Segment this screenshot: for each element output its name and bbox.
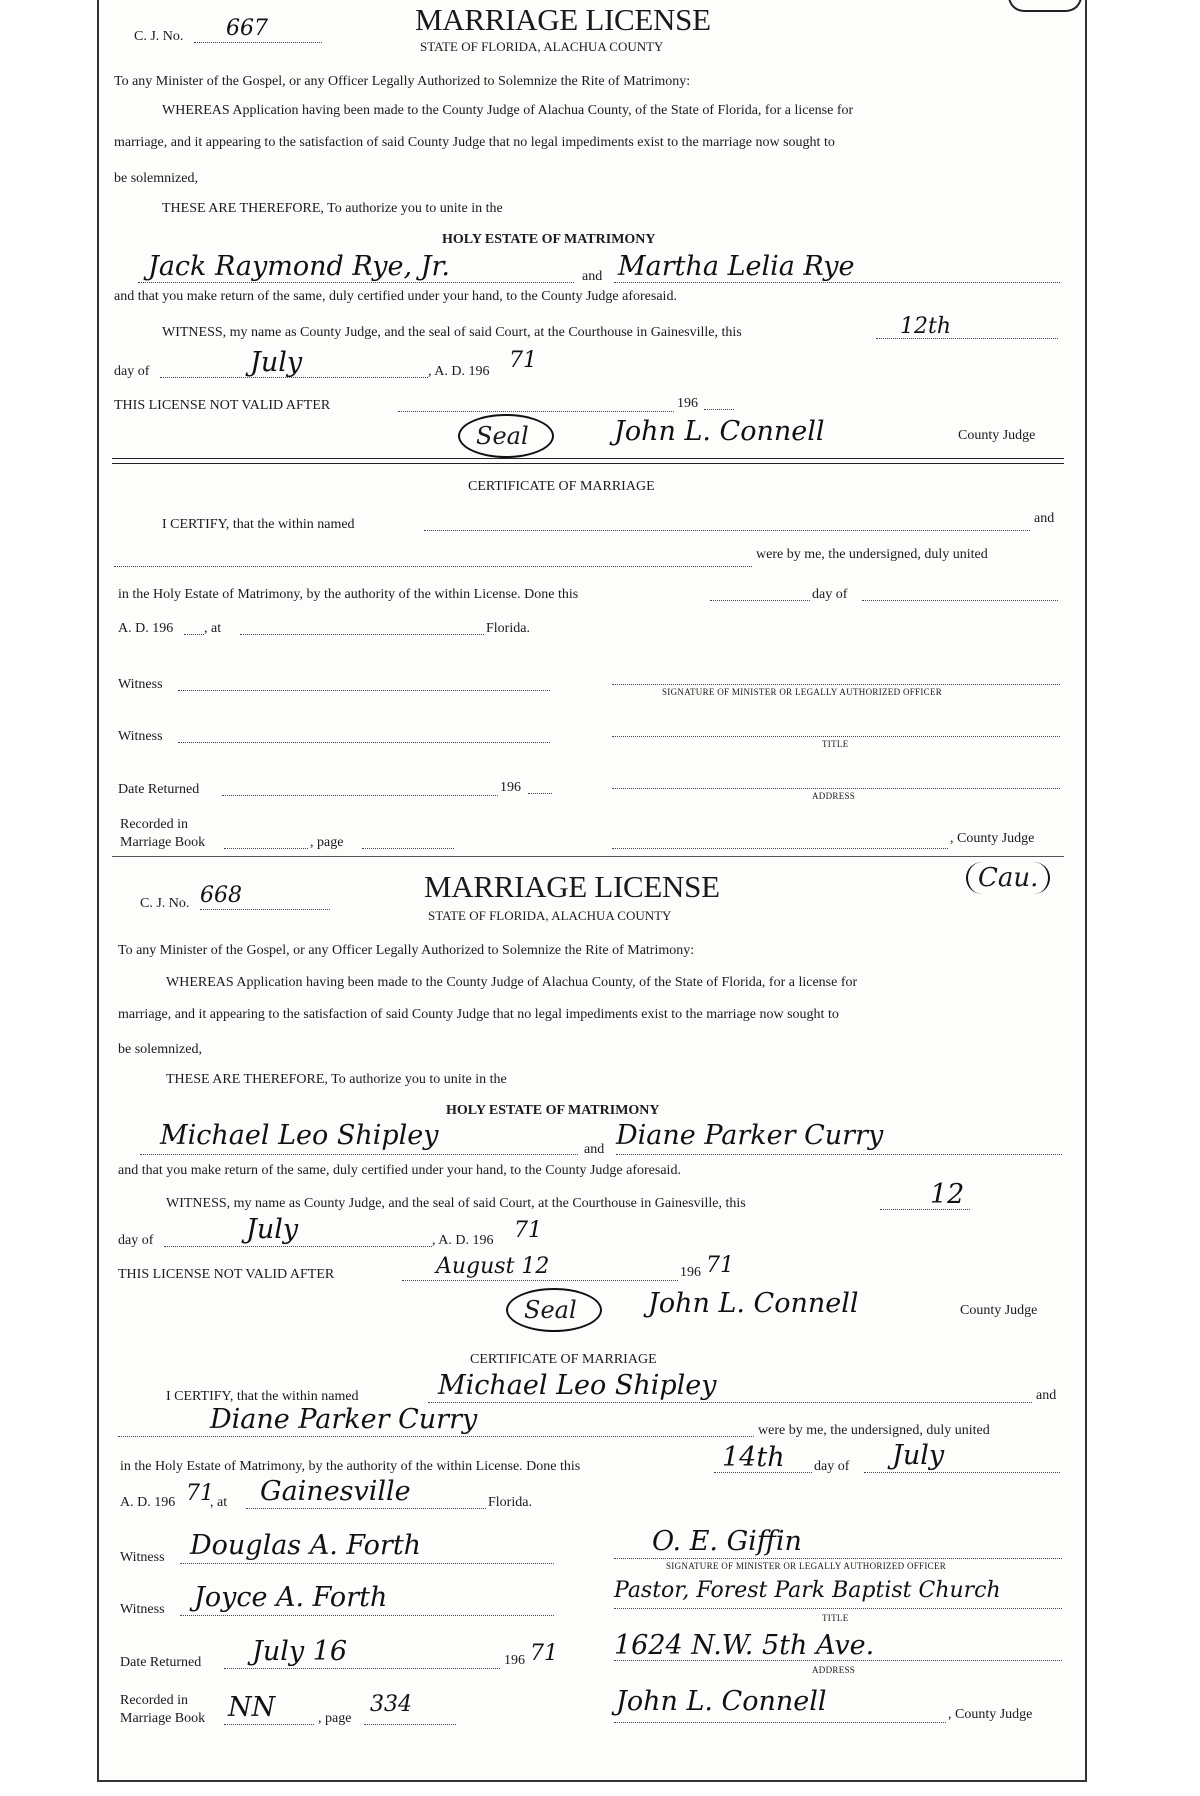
form-divider: [112, 856, 1064, 857]
page-label: , page: [318, 1711, 352, 1726]
certify-groom-line: [424, 530, 1030, 531]
county-judge-label: County Judge: [958, 428, 1036, 443]
holy-estate-line: in the Holy Estate of Matrimony, by the authority of the within License. Done this: [118, 587, 579, 602]
place-line: [246, 1508, 486, 1509]
page-label: , page: [310, 835, 344, 850]
date-returned: July 16: [252, 1636, 348, 1667]
recorder-line: [612, 848, 948, 849]
and-label: and: [582, 269, 603, 284]
cj-label: C. J. No.: [134, 29, 184, 44]
certify-label: I CERTIFY, that the within named: [166, 1389, 359, 1404]
at-label: , at: [210, 1495, 228, 1510]
address-line-blank: [612, 788, 1060, 789]
recorded-in-label: Recorded in: [120, 1693, 189, 1708]
marriage-book-line: [224, 848, 308, 849]
license-subtitle: STATE OF FLORIDA, ALACHUA COUNTY: [420, 39, 664, 54]
minister-address: 1624 N.W. 5th Ave.: [614, 1630, 875, 1661]
day-of-label-2: day of: [812, 587, 848, 602]
not-valid-after: August 12: [436, 1254, 550, 1279]
address-line: To any Minister of the Gospel, or any Officer Legally Authorized to Solemnize the Rite of Matrimony:: [114, 74, 691, 89]
bride-name: Martha Lelia Rye: [618, 251, 855, 282]
witness-2-signature: Joyce A. Forth: [194, 1582, 388, 1613]
certify-bride-line: [114, 566, 752, 567]
address-line: To any Minister of the Gospel, or any Officer Legally Authorized to Solemnize the Rite of Matrimony:: [118, 943, 695, 958]
recorder-signature: John L. Connell: [616, 1686, 827, 1717]
whereas-line-3: be solemnized,: [118, 1042, 202, 1057]
not-valid-year-line: [704, 409, 734, 410]
certify-and-label: and: [1036, 1388, 1057, 1403]
whereas-line-1: WHEREAS Application having been made to the County Judge of Alachua County, of the State of Florida, for a license for: [162, 103, 854, 118]
done-month: July: [892, 1440, 945, 1471]
top-edge-mark: [1008, 0, 1082, 12]
month-line: [164, 1246, 432, 1247]
ad-at-label: A. D. 196: [120, 1495, 176, 1510]
groom-line: [140, 1154, 578, 1155]
certify-groom: Michael Leo Shipley: [438, 1370, 717, 1401]
date-returned-line: [224, 1668, 500, 1669]
ad-year-line: [184, 634, 204, 635]
returned-year-prefix: 196: [504, 1653, 525, 1668]
bride-line: [614, 282, 1060, 283]
place-line: [240, 634, 484, 635]
therefore-line: THESE ARE THEREFORE, To authorize you to unite in the: [162, 201, 503, 216]
not-valid-line: [398, 411, 674, 412]
certificate-title: CERTIFICATE OF MARRIAGE: [470, 1352, 657, 1367]
minister-signature: O. E. Giffin: [652, 1526, 802, 1557]
return-line: and that you make return of the same, duly certified under your hand, to the County Judge aforesaid.: [114, 289, 677, 304]
recorded-in-label: Recorded in: [120, 817, 189, 832]
day-of-label: day of: [118, 1233, 154, 1248]
seal-text: Seal: [524, 1296, 577, 1324]
title-label: TITLE: [822, 1613, 849, 1623]
minister-signature-line: [614, 1558, 1062, 1559]
certify-bride-line: [118, 1436, 754, 1437]
florida-label: Florida.: [488, 1495, 532, 1510]
done-day-line: [710, 600, 810, 601]
holy-estate-heading: HOLY ESTATE OF MATRIMONY: [446, 1103, 660, 1118]
whereas-line-2: marriage, and it appearing to the satisfaction of said County Judge that no legal impediments exist to the marriage now sought to: [118, 1007, 839, 1022]
marriage-book-label: Marriage Book: [120, 1711, 206, 1726]
date-returned-label: Date Returned: [118, 782, 200, 797]
returned-year: 71: [530, 1641, 558, 1666]
cav-mark: Cau.: [966, 862, 1050, 894]
judge-signature: John L. Connell: [648, 1288, 859, 1319]
cj-label: C. J. No.: [140, 896, 190, 911]
holy-estate-line: in the Holy Estate of Matrimony, by the authority of the within License. Done this: [120, 1459, 581, 1474]
not-valid-label: THIS LICENSE NOT VALID AFTER: [118, 1267, 335, 1282]
holy-estate-heading: HOLY ESTATE OF MATRIMONY: [442, 232, 656, 247]
groom-line: [138, 282, 574, 283]
whereas-line-3: be solemnized,: [114, 171, 198, 186]
bride-line: [616, 1154, 1062, 1155]
day-of-label: day of: [114, 364, 150, 379]
ad-label: , A. D. 196: [432, 1233, 494, 1248]
certify-groom-line: [428, 1402, 1032, 1403]
month: July: [250, 347, 303, 378]
ad-at-label: A. D. 196: [118, 621, 174, 636]
cj-number: 668: [200, 883, 242, 908]
seal-mark: [506, 1288, 602, 1332]
page-line: [362, 848, 454, 849]
done-month-line: [862, 600, 1058, 601]
marriage-book-line: [224, 1724, 314, 1725]
date-returned-line: [222, 795, 498, 796]
not-valid-year-prefix: 196: [680, 1265, 701, 1280]
done-day: 14th: [722, 1442, 785, 1473]
section-rule: [112, 463, 1064, 464]
united-label: were by me, the undersigned, duly united: [756, 547, 988, 562]
county-judge-label-2: , County Judge: [948, 1707, 1033, 1722]
judge-signature: John L. Connell: [614, 416, 825, 447]
returned-year-line: [528, 793, 552, 794]
return-line: and that you make return of the same, duly certified under your hand, to the County Judge aforesaid.: [118, 1163, 681, 1178]
at-label: , at: [204, 621, 222, 636]
certify-bride: Diane Parker Curry: [210, 1404, 478, 1435]
not-valid-year: 196: [677, 396, 698, 411]
not-valid-year: 71: [706, 1253, 734, 1278]
recorder-line: [614, 1722, 946, 1723]
title-line: [612, 736, 1060, 737]
marriage-book-label: Marriage Book: [120, 835, 206, 850]
seal-mark: [458, 414, 554, 458]
minister-signature-label: SIGNATURE OF MINISTER OR LEGALLY AUTHORIZED OFFICER: [666, 1561, 947, 1571]
witness-2-label: Witness: [120, 1602, 165, 1617]
seal-text: Seal: [476, 422, 529, 450]
license-subtitle: STATE OF FLORIDA, ALACHUA COUNTY: [428, 908, 672, 923]
groom-name: Jack Raymond Rye, Jr.: [148, 251, 450, 282]
groom-name: Michael Leo Shipley: [160, 1120, 439, 1151]
witness-line: WITNESS, my name as County Judge, and the seal of said Court, at the Courthouse in Gainesville, this: [166, 1196, 746, 1211]
license-title: MARRIAGE LICENSE: [415, 2, 711, 37]
day-of-label-2: day of: [814, 1459, 850, 1474]
minister-signature-label: SIGNATURE OF MINISTER OR LEGALLY AUTHORIZED OFFICER: [662, 687, 943, 697]
page-line: [364, 1724, 456, 1725]
county-judge-label-2: , County Judge: [950, 831, 1035, 846]
address-label: ADDRESS: [812, 791, 856, 801]
witness-1-label: Witness: [120, 1550, 165, 1565]
ad-label: , A. D. 196: [428, 364, 490, 379]
whereas-line-1: WHEREAS Application having been made to the County Judge of Alachua County, of the State of Florida, for a license for: [166, 975, 858, 990]
year-digit: 71: [509, 348, 537, 373]
year-digit: 71: [514, 1218, 542, 1243]
date-returned-label: Date Returned: [120, 1655, 202, 1670]
witness-2-label: Witness: [118, 729, 163, 744]
cj-number: 667: [226, 16, 268, 41]
certify-and-label: and: [1034, 511, 1055, 526]
address-label: ADDRESS: [812, 1665, 856, 1675]
bride-name: Diane Parker Curry: [616, 1120, 884, 1151]
marriage-book-value: NN: [228, 1692, 276, 1723]
page-value: 334: [370, 1692, 412, 1717]
certificate-title: CERTIFICATE OF MARRIAGE: [468, 479, 655, 494]
witness-day: 12: [930, 1179, 965, 1210]
place: Gainesville: [260, 1476, 411, 1507]
title-line: [614, 1608, 1062, 1609]
not-valid-label: THIS LICENSE NOT VALID AFTER: [114, 398, 331, 413]
witness-1-label: Witness: [118, 677, 163, 692]
minister-title: Pastor, Forest Park Baptist Church: [614, 1578, 1001, 1603]
united-label: were by me, the undersigned, duly united: [758, 1423, 990, 1438]
florida-label: Florida.: [486, 621, 530, 636]
witness-2-line: [178, 742, 550, 743]
returned-year-label: 196: [500, 780, 521, 795]
witness-1-signature: Douglas A. Forth: [190, 1530, 422, 1561]
certify-label: I CERTIFY, that the within named: [162, 517, 355, 532]
cj-number-line: [194, 42, 322, 43]
month: July: [246, 1214, 299, 1245]
done-month-line: [864, 1472, 1060, 1473]
witness-day: 12th: [900, 314, 952, 339]
minister-signature-line: [612, 684, 1060, 685]
county-judge-label: County Judge: [960, 1303, 1038, 1318]
cj-number-line: [200, 909, 330, 910]
whereas-line-2: marriage, and it appearing to the satisfaction of said County Judge that no legal impediments exist to the marriage now sought to: [114, 135, 835, 150]
done-year: 71: [186, 1481, 214, 1506]
witness-2-line: [180, 1615, 554, 1616]
title-label: TITLE: [822, 739, 849, 749]
therefore-line: THESE ARE THEREFORE, To authorize you to unite in the: [166, 1072, 507, 1087]
witness-1-line: [178, 690, 550, 691]
witness-1-line: [180, 1563, 554, 1564]
license-title: MARRIAGE LICENSE: [424, 869, 720, 904]
not-valid-line: [402, 1280, 678, 1281]
section-rule: [112, 458, 1064, 459]
and-label: and: [584, 1142, 605, 1157]
witness-line: WITNESS, my name as County Judge, and the seal of said Court, at the Courthouse in Gainesville, this: [162, 325, 742, 340]
